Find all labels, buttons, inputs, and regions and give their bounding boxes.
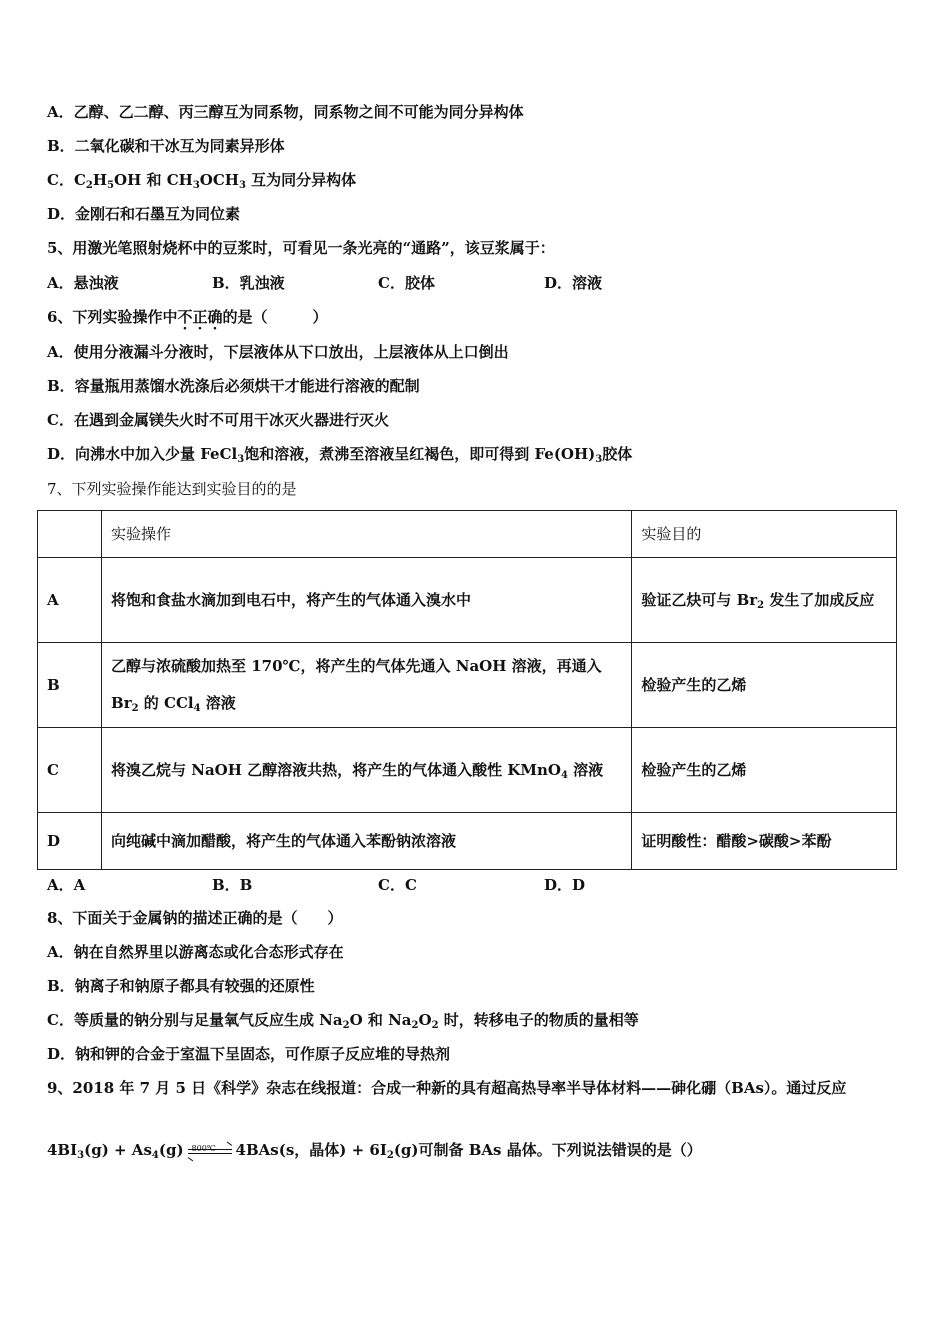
- q7-option-b: B．B: [212, 876, 253, 894]
- table-header-cell: [38, 511, 102, 558]
- emphasis-dot: 正: [192, 308, 208, 326]
- row-label: A: [38, 558, 102, 643]
- table-row: [38, 813, 897, 870]
- q4-option-a: A．乙醇、乙二醇、丙三醇互为同系物，同系物之间不可能为同分异构体: [47, 103, 524, 121]
- row-label: B: [38, 643, 102, 728]
- reversible-arrow-icon: [188, 1141, 232, 1161]
- q7-option-a: A．A: [47, 876, 86, 894]
- q9-stem: 9、2018 年 7 月 5 日《科学》杂志在线报道：合成一种新的具有超高热导率半导体材料——砷化硼（BAs）。通过反应: [47, 1079, 847, 1097]
- q5-options: [47, 273, 602, 293]
- table-header-row: [38, 511, 897, 558]
- q5-option-b: B．乳浊液: [212, 274, 285, 292]
- emphasis-dot: 不: [177, 308, 193, 326]
- q6-stem: 6、下列实验操作中不正确的是（ ）: [47, 308, 328, 326]
- q6-option-b: B．容量瓶用蒸馏水洗涤后必须烘干才能进行溶液的配制: [47, 377, 420, 395]
- q4-option-b: B．二氧化碳和干冰互为同素异形体: [47, 137, 285, 155]
- row-goal: 验证乙炔可与 $Br_2$ 发生了加成反应: [632, 558, 897, 643]
- row-operation: 将溴乙烷与 NaOH 乙醇溶液共热，将产生的气体通入酸性 KMnO$_4$ 溶液: [102, 728, 632, 813]
- row-goal: 检验产生的乙烯: [632, 643, 897, 728]
- row-operation: 向纯碱中滴加醋酸，将产生的气体通入苯酚钠浓溶液: [102, 813, 632, 870]
- row-label: D: [38, 813, 102, 870]
- q8-option-a: A．钠在自然界里以游离态或化合态形式存在: [47, 943, 344, 961]
- q4-option-d: D．金刚石和石墨互为同位素: [47, 205, 241, 223]
- q7-stem: 7、下列实验操作能达到实验目的的是: [47, 480, 297, 498]
- row-goal: 证明酸性：醋酸>碳酸>苯酚: [632, 813, 897, 870]
- q8-option-b: B．钠离子和钠原子都具有较强的还原性: [47, 977, 315, 995]
- q9-reaction-equation: $4BI_3(g) + As_4(g)$ 800℃ 4BAs(s，晶体) + $6I_2(g)$可制备 BAs 晶体。下列说法错误的是（）: [47, 1130, 702, 1170]
- q6-option-c: C．在遇到金属镁失火时不可用干冰灭火器进行灭火: [47, 411, 389, 429]
- experiment-table: [37, 510, 897, 870]
- table-row: [38, 643, 897, 728]
- q5-option-c: C．胶体: [378, 274, 435, 292]
- table-row: [38, 558, 897, 643]
- q5-option-a: A．悬浊液: [47, 274, 119, 292]
- reaction-condition: 800℃: [191, 1144, 216, 1153]
- q6-option-a: A．使用分液漏斗分液时，下层液体从下口放出，上层液体从上口倒出: [47, 343, 509, 361]
- q8-option-d: D．钠和钾的合金于室温下呈固态，可作原子反应堆的导热剂: [47, 1045, 451, 1063]
- q8-stem: 8、下面关于金属钠的描述正确的是（ ）: [47, 909, 343, 927]
- table-row: [38, 728, 897, 813]
- row-operation: 将饱和食盐水滴加到电石中，将产生的气体通入溴水中: [102, 558, 632, 643]
- row-operation: 乙醇与浓硫酸加热至 170℃，将产生的气体先通入 NaOH 溶液，再通入 $Br_2$ 的 CCl$_4$ 溶液: [102, 643, 632, 728]
- row-label: C: [38, 728, 102, 813]
- q8-option-c: C．等质量的钠分别与足量氧气反应生成 $Na_2O$ 和 $Na_2O_2$ 时，转移电子的物质的量相等: [47, 1011, 639, 1031]
- q6-option-d: D．向沸水中加入少量 FeCl$_3$饱和溶液，煮沸至溶液呈红褐色，即可得到 $Fe(OH)_3$胶体: [47, 445, 633, 465]
- q5-option-d: D．溶液: [544, 274, 603, 292]
- emphasis-dot: 确: [207, 308, 223, 326]
- q7-options: [47, 875, 585, 895]
- table-header-cell: 实验目的: [632, 511, 897, 558]
- q4-option-c: C．$C_2H_5OH$ 和 $CH_3OCH_3$ 互为同分异构体: [47, 171, 357, 191]
- q5-stem: 5、用激光笔照射烧杯中的豆浆时，可看见一条光亮的“通路”，该豆浆属于：: [47, 239, 555, 257]
- row-goal: 检验产生的乙烯: [632, 728, 897, 813]
- q7-option-c: C．C: [378, 876, 417, 894]
- table-header-cell: 实验操作: [102, 511, 632, 558]
- q7-option-d: D．D: [544, 876, 586, 894]
